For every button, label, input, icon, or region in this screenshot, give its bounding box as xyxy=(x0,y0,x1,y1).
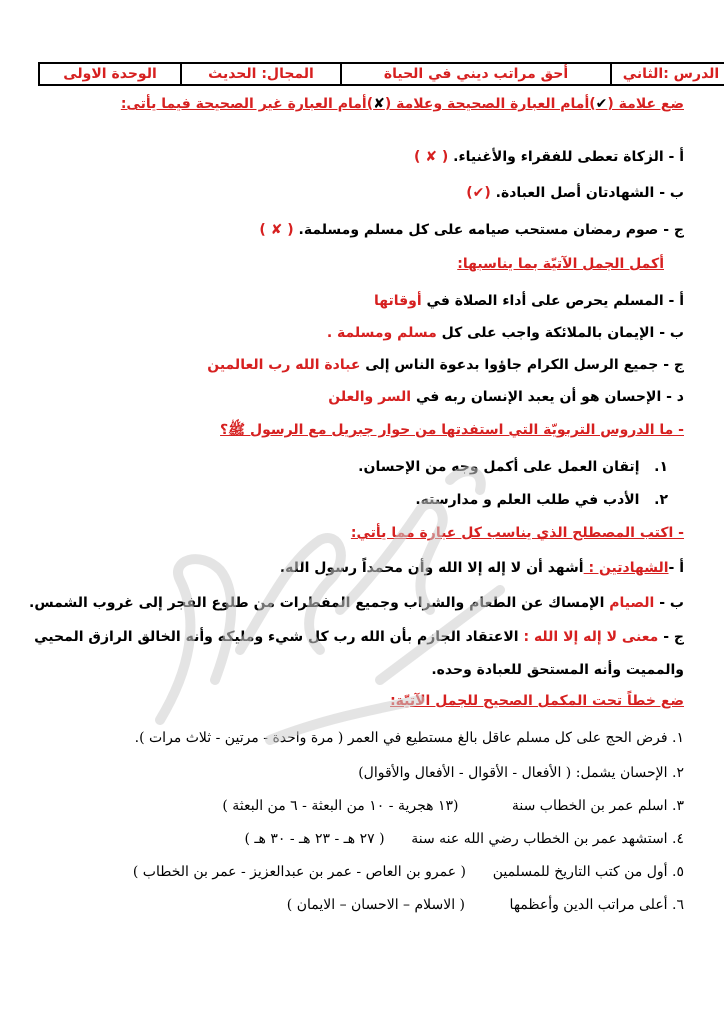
field-cell: المجال: الحديث xyxy=(181,63,341,85)
q5-title: ضع خطاً تحت المكمل الصحيح للجمل الآتيّة: xyxy=(390,693,684,709)
q2-title: أكمل الجمل الآتيّة بما يناسبها: xyxy=(457,256,664,272)
q2-item-c: ج - جميع الرسل الكرام جاؤوا بدعوة الناس إلى عبادة الله رب العالمين xyxy=(207,357,684,373)
lesson-cell: الدرس :الثاني xyxy=(611,63,724,85)
q5-item-6: ٦. أعلى مراتب الدين وأعظمها ( الاسلام – الاحسان – الايمان ) xyxy=(286,897,684,913)
q1-item-c: ج - صوم رمضان مستحب صيامه على كل مسلم ومسلمة. ( ✘ ) xyxy=(259,222,684,238)
q5-item-4: ٤. استشهد عمر بن الخطاب رضي الله عنه سنة ( ٢٧ هـ - ٢٣ هـ - ٣٠ هـ ) xyxy=(244,831,684,847)
q4-item-c-continuation: والمميت وأنه المستحق للعبادة وحده. xyxy=(431,662,684,678)
q4-item-b: ب - الصيام الإمساك عن الطعام والشراب وجميع المفطرات من طلوع الفجر إلى غروب الشمس. xyxy=(29,595,684,611)
q4-title: - اكتب المصطلح الذي يناسب كل عبارة مما يأتي: xyxy=(350,525,684,541)
q5-item-5: ٥. أول من كتب التاريخ للمسلمين ( عمرو بن العاص - عمر بن عبدالعزيز - عمر بن الخطاب ) xyxy=(132,864,684,880)
q5-item-2: ٢. الإحسان يشمل: ( الأفعال - الأقوال - الأفعال والأقوال) xyxy=(358,765,684,781)
q2-item-b: ب - الإيمان بالملائكة واجب على كل مسلم ومسلمة . xyxy=(326,325,684,341)
q3-item-1: ١. إتقان العمل على أكمل وجه من الإحسان. xyxy=(358,459,668,475)
q4-item-a: أ -الشهادتين : أشهد أن لا إله إلا الله وأن محمداً رسول الله. xyxy=(279,560,684,576)
q5-item-1: ١. فرض الحج على كل مسلم عاقل بالغ مستطيع في العمر ( مرة واحدة - مرتين - ثلاث مرات ). xyxy=(134,730,684,746)
title-cell: أحق مراتب ديني في الحياة xyxy=(341,63,611,85)
q3-item-2: ٢. الأدب في طلب العلم و مدارسته. xyxy=(415,492,668,508)
q1-instruction: ضع علامة (✔)أمام العبارة الصحيحة وعلامة (✘)أمام العبارة غير الصحيحة فيما يأتى: xyxy=(120,96,684,112)
q3-title: - ما الدروس التربويّة التي استفدتها من حوار جبريل مع الرسول ﷺ؟ xyxy=(220,422,684,438)
q2-item-a: أ - المسلم يحرص على أداء الصلاة في أوقاتها xyxy=(373,293,684,309)
unit-cell: الوحدة الاولى xyxy=(39,63,181,85)
q2-item-d: د - الإحسان هو أن يعبد الإنسان ربه في السر والعلن xyxy=(328,389,684,405)
q4-item-c: ج - معنى لا إله إلا الله : الاعتقاد الجازم بأن الله رب كل شيء ومليكه وأنه الخالق الرازق المحيي xyxy=(34,629,684,645)
q1-item-b: ب - الشهادتان أصل العبادة. (✔) xyxy=(466,185,684,201)
q5-item-3: ٣. اسلم عمر بن الخطاب سنة (١٣ هجرية - ١٠ من البعثة - ٦ من البعثة ) xyxy=(222,798,684,814)
q1-item-a: أ - الزكاة تعطى للفقراء والأغنياء. ( ✘ ) xyxy=(414,149,684,165)
header-table xyxy=(38,62,724,86)
